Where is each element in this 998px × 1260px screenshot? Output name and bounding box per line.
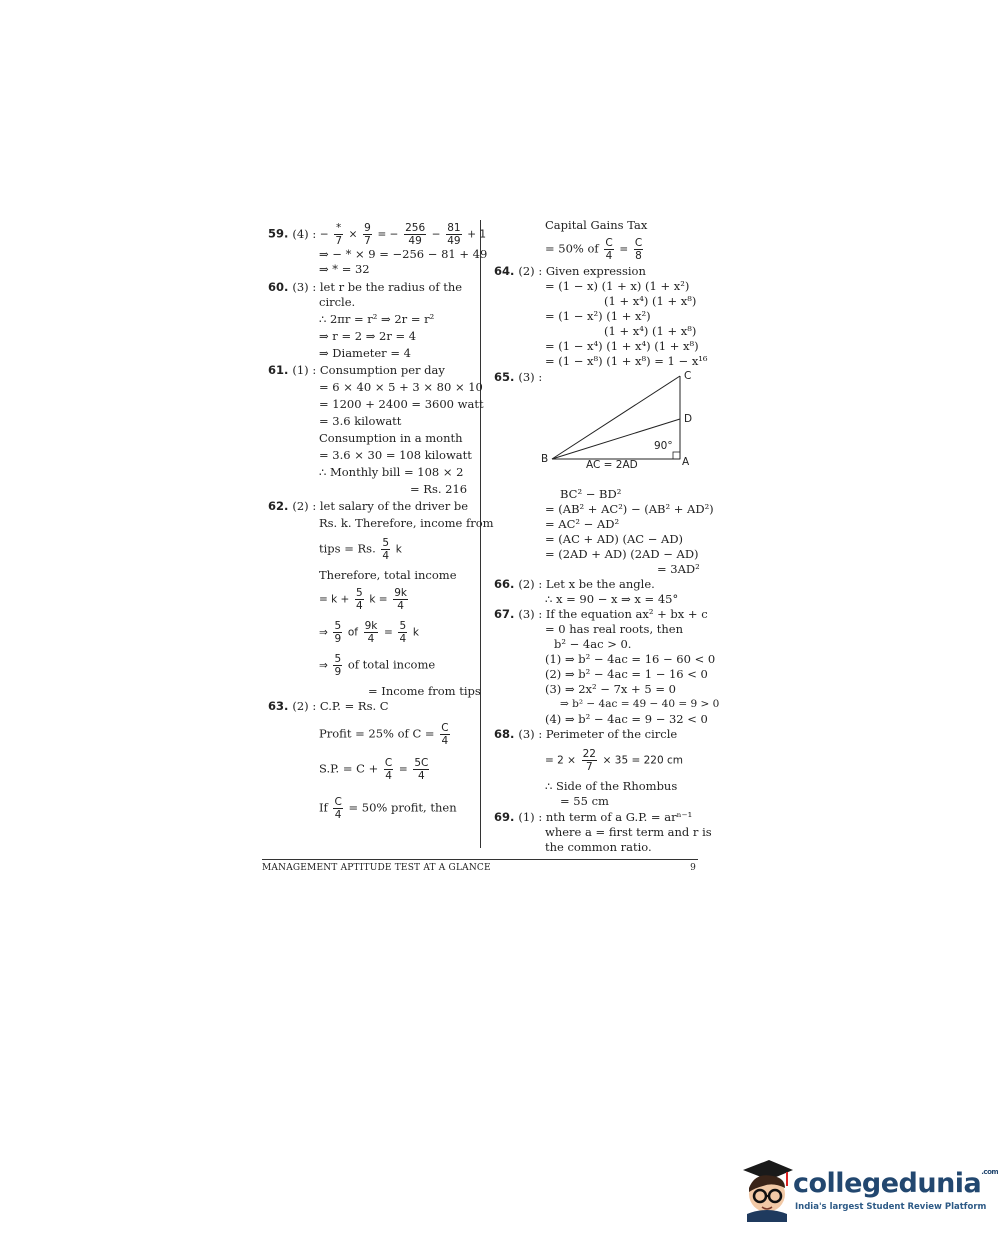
- text: =: [384, 626, 393, 639]
- question-64: [494, 264, 708, 369]
- fraction: $\frac{C}{4}$: [605, 237, 613, 262]
- question-number: 64.: [494, 264, 515, 278]
- question-number: 67.: [494, 607, 515, 621]
- text: Profit = 25% of C =: [319, 726, 435, 741]
- question-number: 63.: [268, 699, 289, 713]
- text-line: = 1200 + 2400 = 3600 watt: [319, 397, 484, 411]
- answer-option: (1) :: [292, 363, 317, 377]
- text-line: BC² − BD²: [560, 487, 622, 501]
- text-line: = (1 − x⁴) (1 + x⁴) (1 + x⁸): [545, 339, 699, 353]
- fraction: $\frac{5}{4}$: [399, 620, 407, 645]
- collegedunia-logo: [733, 1152, 998, 1222]
- text-line: = (1 − x) (1 + x) (1 + x²): [545, 279, 690, 293]
- label-d: D: [684, 413, 693, 425]
- text: of total income: [347, 657, 436, 672]
- fraction: $\frac{C}{4}$: [384, 757, 393, 782]
- question-66: [494, 577, 700, 607]
- fraction: $\frac{C}{8}$: [634, 237, 643, 262]
- text-line: = 0 has real roots, then: [545, 622, 683, 636]
- text-line: ∴ 2πr = r² ⇒ 2r = r²: [319, 312, 435, 326]
- text: + 1: [467, 228, 487, 241]
- fraction: $\frac{256}{49}$: [405, 222, 426, 247]
- question-60: [268, 280, 474, 361]
- text-line: (1 + x⁴) (1 + x⁸): [604, 324, 697, 338]
- text-line: Rs. k. Therefore, income from: [319, 516, 494, 530]
- label-a: A: [682, 456, 690, 468]
- answer-option: (2) :: [292, 499, 317, 513]
- text: −: [319, 228, 329, 241]
- text-line: [268, 653, 474, 678]
- logo-name: collegedunia: [793, 1168, 982, 1199]
- text-line: = Income from tips: [368, 684, 481, 698]
- student-mascot-icon: [733, 1152, 795, 1222]
- text: Given expression: [545, 264, 646, 278]
- fraction: $\frac{5}{4}$: [382, 537, 390, 562]
- text-line: ∴ x = 90 − x ⇒ x = 45°: [545, 592, 679, 606]
- text-line: = Rs. 216: [410, 482, 468, 496]
- logo-suffix: .com: [981, 1168, 998, 1176]
- text-line: = (AB² + AC²) − (AB² + AD²): [545, 502, 714, 516]
- text-line: = 3.6 kilowatt: [319, 414, 402, 428]
- fraction: $\frac{5}{9}$: [334, 653, 342, 678]
- angle-label: 90°: [654, 440, 673, 452]
- answer-option: (3) :: [518, 607, 543, 621]
- right-column: [494, 218, 720, 855]
- answer-option: (1) :: [518, 810, 543, 824]
- right-angle-marker: [673, 452, 680, 459]
- text: = 2 ×: [545, 754, 576, 767]
- fraction: $\frac{9k}{4}$: [364, 620, 378, 645]
- question-number: 62.: [268, 499, 289, 513]
- text-line: Consumption in a month: [319, 431, 463, 445]
- question-61: [268, 363, 484, 497]
- text: C.P. = Rs. C: [319, 699, 389, 713]
- text-line: = 3AD²: [657, 562, 700, 576]
- question-65: [494, 370, 714, 577]
- text: Consumption per day: [319, 363, 445, 377]
- text: tips = Rs.: [319, 541, 376, 556]
- text: Let x be the angle.: [545, 577, 655, 591]
- footer-title: MANAGEMENT APTITUDE TEST AT A GLANCE: [262, 863, 491, 873]
- page-footer: [262, 859, 698, 873]
- question-number: 61.: [268, 363, 289, 377]
- text: k: [412, 626, 419, 639]
- text-line: = (2AD + AD) (2AD − AD): [545, 547, 699, 561]
- text: = 50% of: [545, 241, 599, 256]
- column-divider: [480, 220, 481, 848]
- question-number: 68.: [494, 727, 515, 741]
- text: If the equation ax² + bx + c: [545, 607, 708, 621]
- text: =: [619, 243, 629, 256]
- text: = 50% profit, then: [348, 800, 457, 815]
- question-62: [268, 499, 494, 699]
- fraction: $\frac{C}{4}$: [334, 796, 342, 821]
- text-line: = (1 − x⁸) (1 + x⁸) = 1 − x¹⁶: [545, 354, 708, 368]
- text: k: [395, 543, 402, 556]
- text-line: [268, 757, 474, 782]
- text: k =: [369, 593, 388, 606]
- text-line: [268, 796, 474, 821]
- text-line: (4) ⇒ b² − 4ac = 9 − 32 < 0: [545, 712, 708, 726]
- text: S.P. = C +: [319, 761, 379, 776]
- text-line: where a = first term and r is: [545, 825, 712, 839]
- question-63: [268, 699, 474, 821]
- answer-option: (2) :: [518, 577, 543, 591]
- text: Perimeter of the circle: [545, 727, 678, 741]
- left-column: [268, 218, 494, 821]
- text-line: [494, 237, 700, 262]
- fraction: $\frac{5C}{4}$: [414, 757, 429, 782]
- label-c: C: [684, 370, 692, 382]
- answer-option: (2) :: [518, 264, 543, 278]
- question-68: [494, 727, 700, 809]
- text-line: = 6 × 40 × 5 + 3 × 80 × 10: [319, 380, 483, 394]
- text: of: [347, 626, 358, 639]
- text-line: = AC² − AD²: [545, 517, 620, 531]
- text: nth term of a G.P. = arⁿ⁻¹: [545, 810, 693, 824]
- question-69: [494, 810, 712, 855]
- question-63-continued: [494, 218, 700, 262]
- answer-option: (3) :: [292, 280, 317, 294]
- text-line: = (AC + AD) (AC − AD): [545, 532, 684, 546]
- fraction: $\frac{*}{7}$: [335, 222, 343, 247]
- text-line: = 55 cm: [560, 794, 609, 808]
- logo-tagline: India's largest Student Review Platform: [795, 1202, 987, 1212]
- text-line: (1) ⇒ b² − 4ac = 16 − 60 < 0: [545, 652, 716, 666]
- text: = −: [377, 228, 399, 241]
- text-line: Capital Gains Tax: [545, 218, 648, 232]
- fraction: $\frac{22}{7}$: [582, 748, 596, 773]
- text-line: [268, 620, 474, 645]
- fraction: $\frac{5}{9}$: [334, 620, 342, 645]
- text: If: [319, 800, 328, 815]
- question-67: [494, 607, 720, 727]
- answer-option: (3) :: [518, 370, 543, 384]
- text: let salary of the driver be: [319, 499, 469, 513]
- text: −: [431, 228, 441, 241]
- fraction: $\frac{9}{7}$: [364, 222, 371, 247]
- text-line: (1 + x⁴) (1 + x⁸): [604, 294, 697, 308]
- text: =: [398, 763, 408, 776]
- text-line: ∴ Monthly bill = 108 × 2: [319, 465, 464, 479]
- text-line: b² − 4ac > 0.: [554, 637, 632, 651]
- text-line: (3) ⇒ 2x² − 7x + 5 = 0: [545, 682, 676, 696]
- question-number: 65.: [494, 370, 515, 384]
- text: ⇒: [319, 659, 328, 672]
- text-line: [268, 537, 474, 562]
- fraction: $\frac{C}{4}$: [441, 722, 449, 747]
- text-line: (2) ⇒ b² − 4ac = 1 − 16 < 0: [545, 667, 708, 681]
- text: ⇒: [319, 626, 328, 639]
- text: = k +: [319, 593, 350, 606]
- text-line: ⇒ − * × 9 = −256 − 81 + 49: [319, 247, 488, 261]
- logo-wordmark: [793, 1168, 998, 1199]
- question-number: 69.: [494, 810, 515, 824]
- fraction: $\frac{9k}{4}$: [394, 587, 407, 612]
- answer-option: (2) :: [292, 699, 317, 713]
- question-number: 59.: [268, 226, 289, 241]
- answer-option: (4) :: [292, 226, 317, 241]
- text-line: = 3.6 × 30 = 108 kilowatt: [319, 448, 472, 462]
- text-line: [494, 748, 700, 773]
- fraction: $\frac{81}{49}$: [447, 222, 461, 247]
- question-59: [268, 222, 488, 277]
- text: let r be the radius of the: [319, 280, 463, 294]
- text-line: the common ratio.: [545, 840, 652, 854]
- text-line: [268, 722, 474, 747]
- text-line: circle.: [319, 295, 356, 309]
- text: ×: [348, 228, 358, 241]
- label-b: B: [541, 453, 549, 465]
- text-line: = (1 − x²) (1 + x²): [545, 309, 651, 323]
- answer-option: (3) :: [518, 727, 543, 741]
- text-line: ⇒ * = 32: [319, 262, 370, 276]
- text-line: ∴ Side of the Rhombus: [545, 779, 678, 793]
- text-line: Therefore, total income: [319, 568, 457, 582]
- page-number: 9: [690, 863, 696, 873]
- text-line: ⇒ b² − 4ac = 49 − 40 = 9 > 0: [560, 698, 720, 710]
- text-line: [268, 587, 474, 612]
- text-line: ⇒ r = 2 ⇒ 2r = 4: [319, 329, 417, 343]
- question-number: 60.: [268, 280, 289, 294]
- text: × 35 = 220 cm: [602, 754, 683, 767]
- fraction: $\frac{5}{4}$: [356, 587, 363, 612]
- text-line: ⇒ Diameter = 4: [319, 346, 411, 360]
- question-number: 66.: [494, 577, 515, 591]
- base-label: AC = 2AD: [586, 459, 638, 471]
